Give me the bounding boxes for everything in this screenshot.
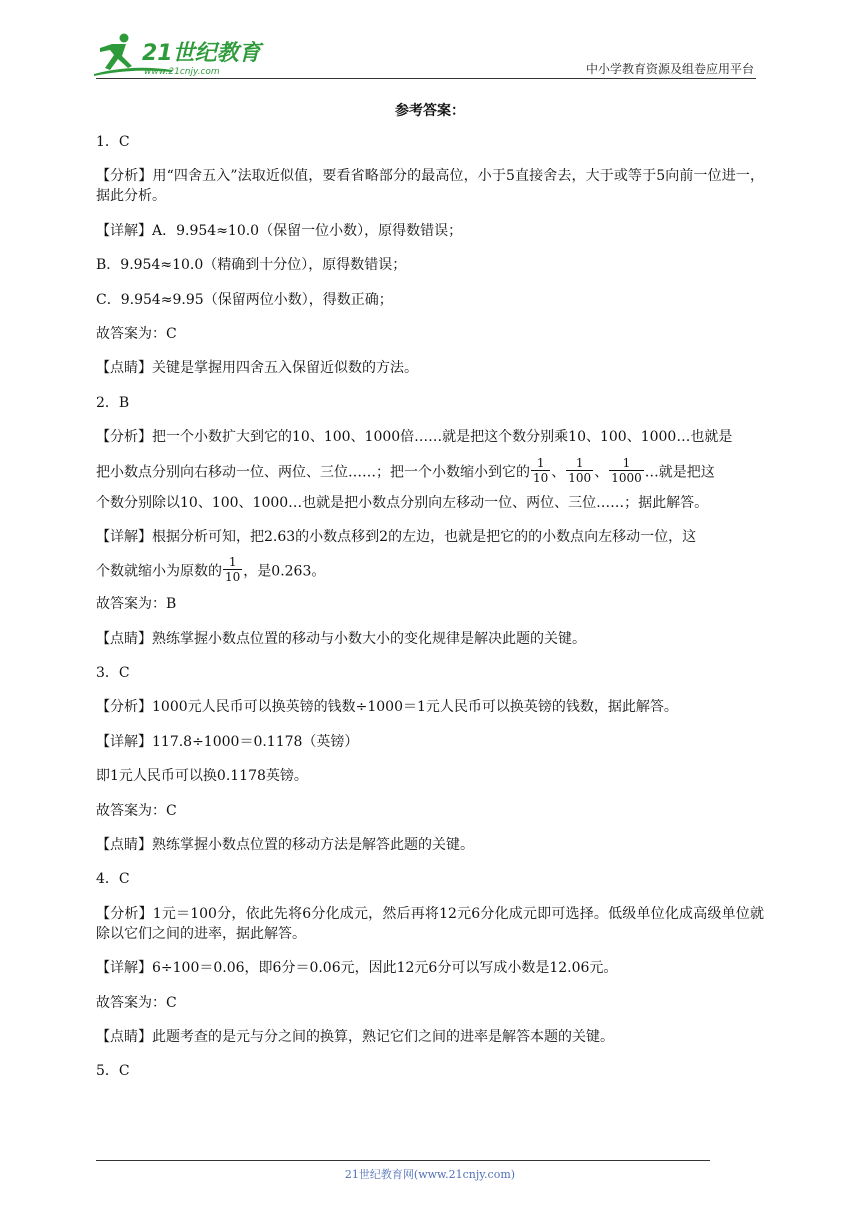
q2-detail-line1: 【详解】根据分析可知，把2.63的小数点移到2的左边，也就是把它的的小数点向左移动一位，这	[96, 528, 697, 545]
q3-comment: 【点睛】熟练掌握小数点位置的移动方法是解答此题的关键。	[96, 837, 474, 854]
q5-number: 5．C	[96, 1063, 130, 1080]
page-title: 参考答案：	[395, 103, 465, 119]
site-logo	[92, 30, 272, 78]
q4-detail: 【详解】6÷100＝0.06，即6分＝0.06元，因此12元6分可以写成小数是12.06元。	[96, 960, 618, 977]
q1-answer: 故答案为：C	[96, 325, 177, 342]
q3-number: 3．C	[96, 665, 130, 682]
q2-number: 2．B	[96, 394, 130, 411]
q1-detail-b: B．9.954≈10.0（精确到十分位），原得数错误；	[96, 257, 407, 274]
q3-answer: 故答案为：C	[96, 802, 177, 819]
q1-comment: 【点睛】关键是掌握用四舍五入保留近似数的方法。	[96, 360, 418, 377]
q4-number: 4．C	[96, 871, 130, 888]
q2-analysis-line3: 个数分别除以10、100、1000…也就是把小数点分别向左移动一位、两位、三位……；据此解答。	[96, 494, 709, 511]
logo-text: 21世纪教育	[142, 41, 261, 66]
q2-analysis-line2: 把小数点分别向右移动一位、两位、三位……；把一个小数缩小到它的 $\frac{1}{10}$ 、 $\frac{1}{100}$ 、 $\frac{1}{1000}$ …就是把这	[96, 455, 715, 485]
header-divider	[96, 78, 756, 79]
answer-content	[96, 100, 764, 1096]
q2-analysis-text: 把小数点分别向右移动一位、两位、三位……；把一个小数缩小到它的	[96, 464, 530, 481]
fraction-1-100: $\frac{1}{100}$	[568, 455, 592, 485]
q1-number: 1．C	[96, 134, 130, 150]
q2-detail-line2: 个数就缩小为原数的 $\frac{1}{10}$ ，是0.263。	[96, 555, 326, 585]
logo-url: www.21cnjy.com	[144, 67, 220, 77]
footer-text[interactable]: 21世纪教育网(www.21cnjy.com)	[344, 1168, 516, 1181]
q4-comment: 【点睛】此题考查的是元与分之间的换算，熟记它们之间的进率是解答本题的关键。	[96, 1028, 614, 1045]
platform-name: 中小学教育资源及组卷应用平台	[585, 62, 754, 76]
q2-comment: 【点睛】熟练掌握小数点位置的移动与小数大小的变化规律是解决此题的关键。	[96, 630, 586, 647]
q4-analysis: 【分析】1元＝100分，依此先将6分化成元，然后再将12元6分化成元即可选择。低级单位化成高级单位就除以它们之间的进率，据此解答。	[96, 905, 764, 942]
q1-detail-a: 【详解】A．9.954≈10.0（保留一位小数），原得数错误；	[96, 222, 463, 239]
q3-detail-line2: 即1元人民币可以换0.1178英镑。	[96, 768, 308, 785]
q1-detail-c: C．9.954≈9.95（保留两位小数），得数正确；	[96, 291, 393, 308]
q4-answer: 故答案为：C	[96, 994, 177, 1011]
q3-detail-line1: 【详解】117.8÷1000＝0.1178（英镑）	[96, 733, 359, 750]
q3-analysis: 【分析】1000元人民币可以换英镑的钱数÷1000＝1元人民币可以换英镑的钱数，据此解答。	[96, 699, 678, 716]
q2-answer: 故答案为：B	[96, 596, 177, 613]
q2-analysis-line1: 【分析】把一个小数扩大到它的10、100、1000倍……就是把这个数分别乘10、100、1000…也就是	[96, 429, 733, 446]
fraction-1-10: $\frac{1}{10}$	[533, 455, 549, 485]
fraction-1-10: $\frac{1}{10}$	[225, 555, 241, 585]
q1-analysis: 【分析】用“四舍五入”法取近似值，要看省略部分的最高位，小于5直接舍去，大于或等于5向前一位进一，据此分析。	[96, 168, 764, 205]
footer-divider	[96, 1160, 710, 1161]
fraction-1-1000: $\frac{1}{1000}$	[611, 455, 642, 485]
